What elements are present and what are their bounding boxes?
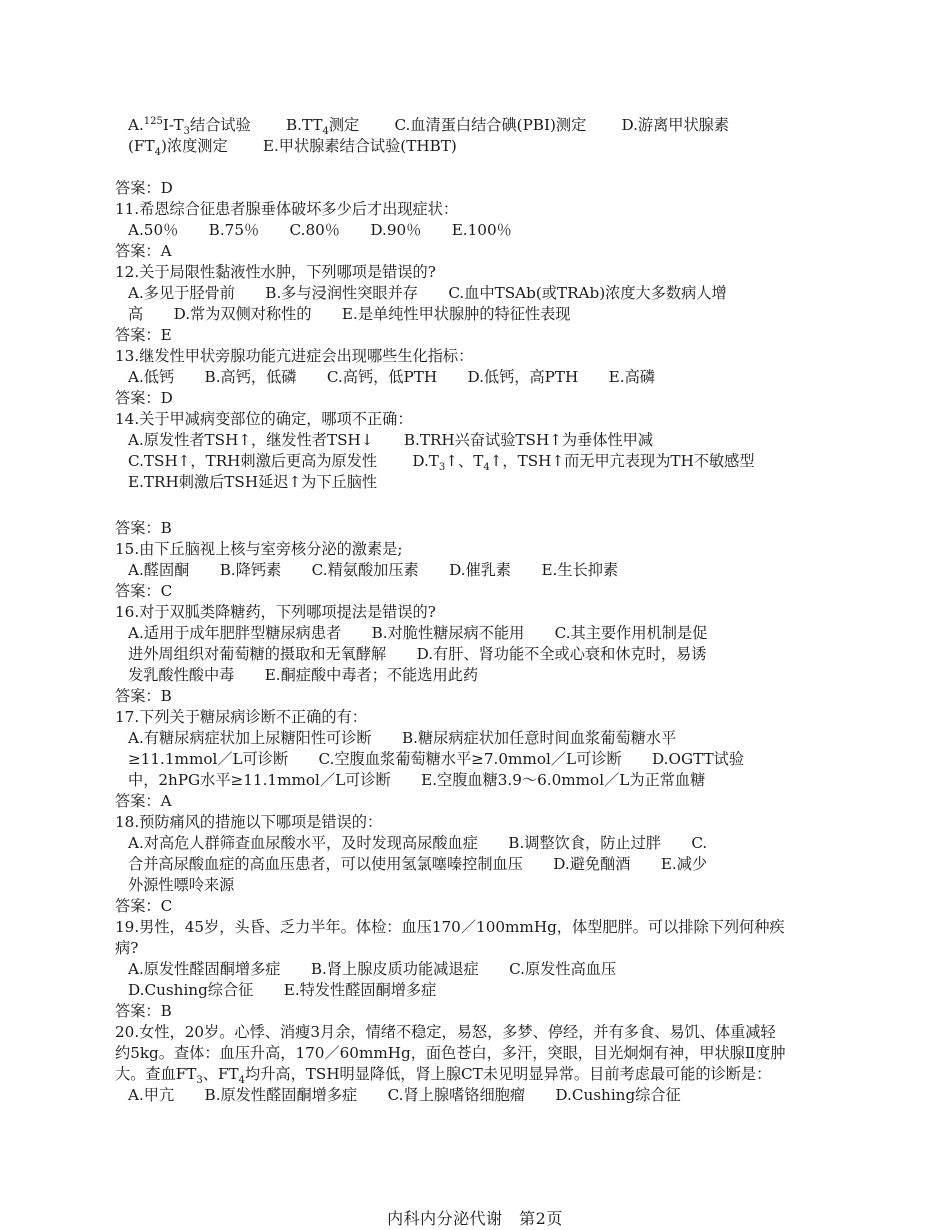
question-20 bbox=[115, 1022, 845, 1106]
q12-options-line-1: A.多见于胫骨前 B.多与浸润性突眼并存 C.血中TSAb(或TRAb)浓度大多数病人增 bbox=[128, 284, 727, 302]
q15-options: A.醛固酮 B.降钙素 C.精氨酸加压素 D.催乳素 E.生长抑素 bbox=[128, 561, 619, 579]
q17-options-line-1: A.有糖尿病症状加上尿糖阳性可诊断 B.糖尿病症状加任意时间血浆葡萄糖水平 bbox=[128, 729, 677, 747]
q20-stem-line-1: 20.女性，20岁。心悸、消瘦3月余，情绪不稳定，易怒，多梦、停经，并有多食、易饥、体重减轻 bbox=[115, 1023, 776, 1041]
q20-options: A.甲亢 B.原发性醛固酮增多症 C.肾上腺嗜铬细胞瘤 D.Cushing综合征 bbox=[128, 1086, 681, 1104]
q16-stem: 16.对于双胍类降糖药，下列哪项提法是错误的? bbox=[115, 603, 436, 621]
q14-answer: 答案：B bbox=[115, 519, 172, 537]
q12-stem: 12.关于局限性黏液性水肿，下列哪项是错误的? bbox=[115, 263, 436, 281]
q16-options-line-2: 进外周组织对葡萄糖的摄取和无氧酵解 D.有肝、肾功能不全或心衰和休克时，易诱 bbox=[128, 645, 707, 663]
q17-stem: 17.下列关于糖尿病诊断不正确的有： bbox=[115, 708, 367, 726]
q12-options-line-2: 高 D.常为双侧对称性的 E.是单纯性甲状腺肿的特征性表现 bbox=[128, 305, 571, 323]
q17-answer: 答案：A bbox=[115, 792, 172, 810]
q19-answer: 答案：B bbox=[115, 1002, 172, 1020]
q18-options-line-2: 合并高尿酸血症的高血压患者，可以使用氢氯噻嗪控制血压 D.避免酗酒 E.减少 bbox=[128, 855, 708, 873]
q18-stem: 18.预防痛风的措施以下哪项是错误的： bbox=[115, 813, 383, 831]
q16-options-line-3: 发乳酸性酸中毒 E.酮症酸中毒者；不能选用此药 bbox=[128, 666, 479, 684]
question-18 bbox=[115, 812, 845, 917]
question-19 bbox=[115, 917, 845, 1022]
q16-options-line-1: A.适用于成年肥胖型糖尿病患者 B.对脆性糖尿病不能用 C.其主要作用机制是促 bbox=[128, 624, 708, 642]
q10-options-line-2: $(FT_4)$浓度测定 E.甲状腺素结合试验(THBT) bbox=[128, 137, 457, 159]
q14-options-line-1: A.原发性者TSH↑，继发性者TSH↓ B.TRH兴奋试验TSH↑为垂体性甲减 bbox=[128, 431, 654, 449]
q14-options-line-2: C.TSH↑，TRH刺激后更高为原发性 $D.T_3↑$、$T_4↑$，TSH↑而无甲亢表现为TH不敏感型 bbox=[128, 452, 755, 474]
q11-options: A.50％ B.75％ C.80％ D.90％ E.100％ bbox=[128, 221, 512, 239]
question-13 bbox=[115, 346, 845, 409]
question-10-options bbox=[115, 115, 858, 157]
q16-answer: 答案：B bbox=[115, 687, 172, 705]
q11-stem: 11.希恩综合征患者腺垂体破坏多少后才出现症状： bbox=[115, 200, 459, 218]
q17-options-line-2: ≥11.1mmol／L可诊断 C.空腹血浆葡萄糖水平≥7.0mmol／L可诊断 D.OGTT试验 bbox=[128, 750, 745, 768]
q13-stem: 13.继发性甲状旁腺功能亢进症会出现哪些生化指标： bbox=[115, 347, 474, 365]
q18-answer: 答案：C bbox=[115, 897, 173, 915]
q12-answer: 答案：E bbox=[115, 326, 172, 344]
question-16 bbox=[115, 602, 845, 707]
page-footer: 内科内分泌代谢 第2页 bbox=[387, 1209, 563, 1228]
q19-stem-line-2: 病? bbox=[115, 939, 139, 957]
q18-options-line-3: 外源性嘌呤来源 bbox=[128, 876, 235, 894]
q15-stem: 15.由下丘脑视上核与室旁核分泌的激素是; bbox=[115, 540, 403, 558]
q13-options: A.低钙 B.高钙，低磷 C.高钙，低PTH D.低钙，高PTH E.高磷 bbox=[128, 368, 655, 386]
question-14 bbox=[115, 409, 845, 493]
question-17 bbox=[115, 707, 845, 812]
q10-options-line-1: $A.^{125}I-T_3$结合试验 $B.TT_4$测定 C.血清蛋白结合碘(PBI)测定 D.游离甲状腺素 bbox=[128, 115, 730, 138]
q14-stem: 14.关于甲减病变部位的确定，哪项不正确： bbox=[115, 410, 413, 428]
question-15 bbox=[115, 539, 845, 602]
q11-answer: 答案：A bbox=[115, 242, 172, 260]
q18-options-line-1: A.对高危人群筛查血尿酸水平，及时发现高尿酸血症 B.调整饮食，防止过胖 C. bbox=[128, 834, 708, 852]
q19-options-line-2: D.Cushing综合征 E.特发性醛固酮增多症 bbox=[128, 981, 437, 999]
q17-options-line-3: 中，2hPG水平≥11.1mmol／L可诊断 E.空腹血糖3.9～6.0mmol／L为正常血糖 bbox=[128, 771, 706, 789]
question-11 bbox=[115, 199, 845, 262]
q10-answer: 答案：D bbox=[115, 179, 173, 197]
q15-answer: 答案：C bbox=[115, 582, 173, 600]
q13-answer: 答案：D bbox=[115, 389, 173, 407]
q20-stem-line-2: 约5kg。查体：血压升高，170／60mmHg，面色苍白，多汗，突眼，目光炯炯有神，甲状腺Ⅱ度肿 bbox=[115, 1044, 786, 1062]
q19-stem-line-1: 19.男性，45岁，头昏、乏力半年。体检：血压170／100mmHg，体型肥胖。可以排除下列何种疾 bbox=[115, 918, 785, 936]
q14-options-line-3: E.TRH刺激后TSH延迟↑为下丘脑性 bbox=[128, 473, 378, 491]
q20-stem-line-3: 大。查血$FT_3$、$FT_4$均升高，TSH明显降低，肾上腺CT未见明显异常。目前考虑最可能的诊断是： bbox=[115, 1065, 772, 1087]
q19-options-line-1: A.原发性醛固酮增多症 B.肾上腺皮质功能减退症 C.原发性高血压 bbox=[128, 960, 617, 978]
question-12 bbox=[115, 262, 845, 346]
